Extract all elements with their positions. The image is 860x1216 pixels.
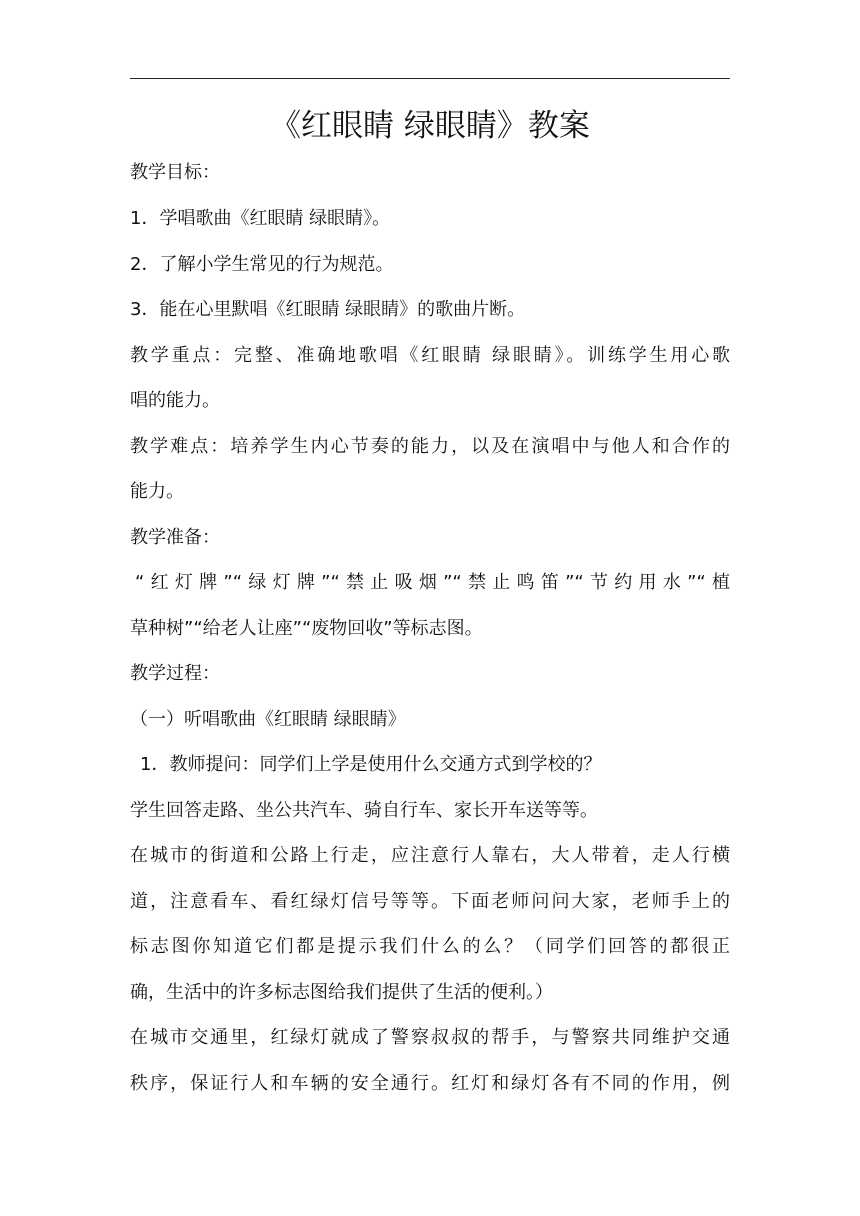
body-paragraph-2-line-1: 在城市交通里，红绿灯就成了警察叔叔的帮手，与警察共同维护交通: [130, 1027, 730, 1048]
body-paragraph-2-line-2: 秩序，保证行人和车辆的安全通行。红灯和绿灯各有不同的作用，例: [130, 1073, 730, 1094]
process-item-1: 1．教师提问：同学们上学是使用什么交通方式到学校的？: [140, 754, 602, 775]
body-paragraph-1-line-2: 道，注意看车、看红绿灯信号等等。下面老师问问大家，老师手上的: [130, 891, 730, 912]
body-paragraph-1-line-4: 确，生活中的许多标志图给我们提供了生活的便利。）: [130, 982, 553, 1003]
section-heading-preparation: 教学准备：: [130, 527, 220, 548]
process-subheading-1: （一）听唱歌曲《红眼睛 绿眼睛》: [130, 709, 406, 730]
teaching-difficulty-line-1: 教学难点：培养学生内心节奏的能力，以及在演唱中与他人和合作的: [130, 436, 730, 457]
goal-item-3: 3．能在心里默唱《红眼睛 绿眼睛》的歌曲片断。: [130, 299, 526, 320]
section-heading-teaching-goals: 教学目标：: [130, 162, 220, 183]
teaching-difficulty-line-2: 能力。: [130, 481, 184, 502]
goal-item-2: 2．了解小学生常见的行为规范。: [130, 254, 394, 275]
body-paragraph-1-line-3: 标志图你知道它们都是提示我们什么的么？（同学们回答的都很正: [130, 936, 730, 957]
document-title: 《红眼睛 绿眼睛》教案: [270, 108, 590, 144]
section-heading-process: 教学过程：: [130, 663, 220, 684]
student-answer-line: 学生回答走路、坐公共汽车、骑自行车、家长开车送等等。: [130, 800, 598, 821]
teaching-focus-line-2: 唱的能力。: [130, 390, 220, 411]
goal-item-1: 1．学唱歌曲《红眼睛 绿眼睛》。: [130, 208, 391, 229]
body-paragraph-1-line-1: 在城市的街道和公路上行走，应注意行人靠右，大人带着，走人行横: [130, 845, 730, 866]
header-rule: [130, 78, 730, 79]
preparation-line-2: 草种树”“给老人让座”“废物回收”等标志图。: [130, 618, 483, 639]
teaching-focus-line-1: 教学重点：完整、准确地歌唱《红眼睛 绿眼睛》。训练学生用心歌: [130, 345, 730, 366]
preparation-line-1: “红灯牌”“绿灯牌”“禁止吸烟”“禁止鸣笛”“节约用水”“植: [135, 572, 730, 593]
